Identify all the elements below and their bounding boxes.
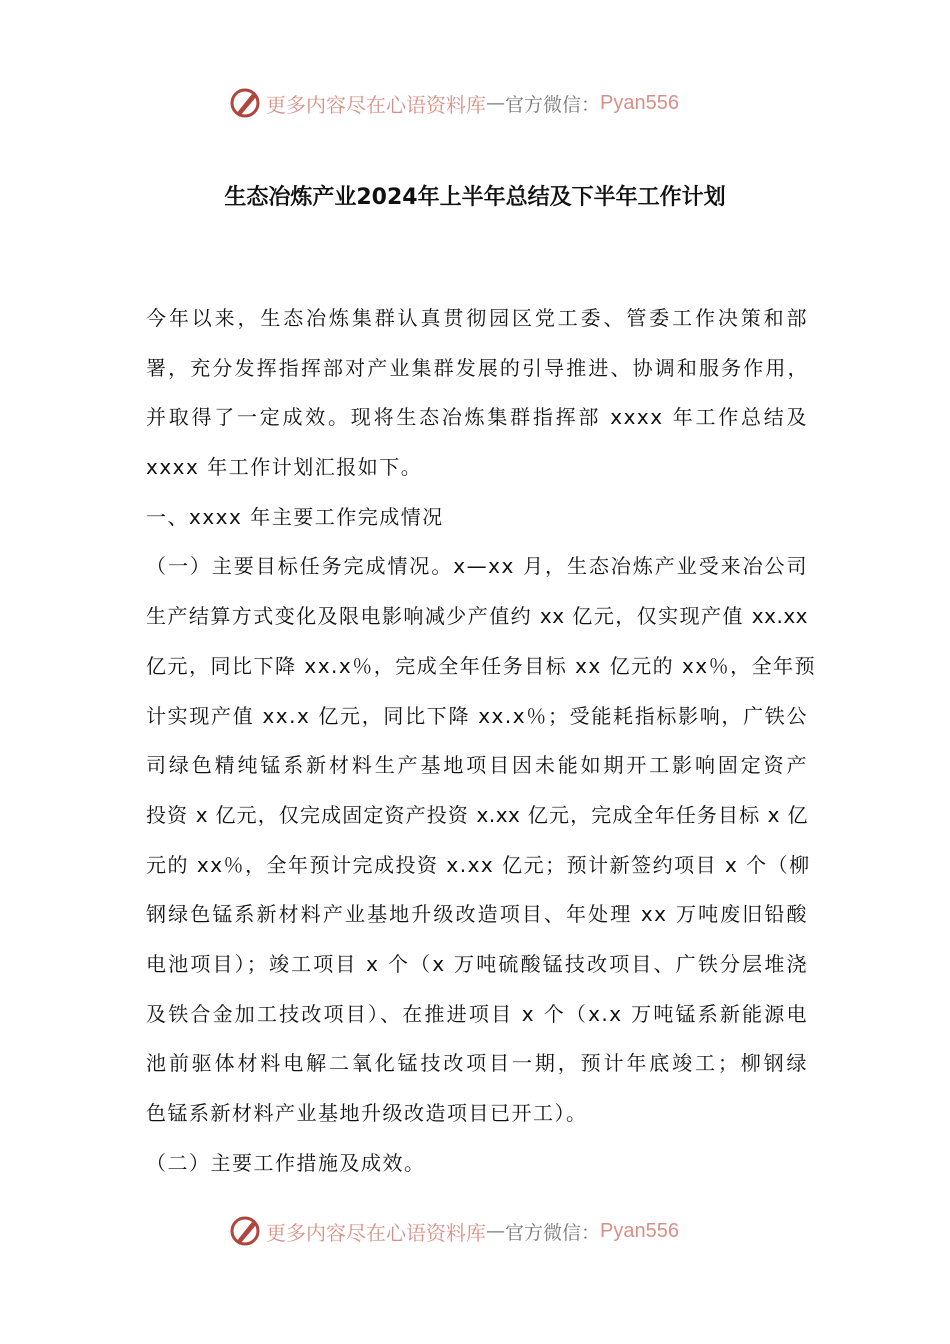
body-line: 电池项目）；竣工项目 x 个（x 万吨硫酸锰技改项目、广铁分层堆浇 — [146, 951, 808, 976]
watermark-footer — [228, 1211, 679, 1251]
body-line: 署，充分发挥指挥部对产业集群发展的引导推进、协调和服务作用， — [146, 355, 808, 380]
watermark-site: 更多内容尽在心语资料库 — [266, 92, 486, 117]
watermark-header — [228, 83, 679, 123]
body-line: 今年以来，生态冶炼集群认真贯彻园区党工委、管委工作决策和部 — [146, 306, 808, 330]
body-line: 计实现产值 xx.x 亿元，同比下降 xx.x％；受能耗指标影响，广铁公 — [146, 703, 808, 728]
body-line: 及铁合金加工技改项目）、在推进项目 x 个（x.x 万吨锰系新能源电 — [146, 1001, 808, 1026]
body-line: 并取得了一定成效。现将生态冶炼集群指挥部 xxxx 年工作总结及 — [146, 405, 808, 430]
watermark-label: 官方微信： — [505, 1221, 601, 1244]
section-heading: 一、xxxx 年主要工作完成情况 — [146, 504, 444, 529]
body-line: 生产结算方式变化及限电影响减少产值约 xx 亿元，仅实现产值 xx.xx — [146, 604, 808, 629]
subsection-heading: （二）主要工作措施及成效。 — [146, 1150, 426, 1175]
watermark-account: Pyan556 — [600, 1219, 679, 1242]
pen-logo-icon — [228, 86, 262, 120]
body-line: 司绿色精纯锰系新材料生产基地项目因未能如期开工影响固定资产 — [146, 753, 808, 778]
body-line: （一）主要目标任务完成情况。x—xx 月，生态冶炼产业受来冶公司 — [146, 554, 808, 579]
watermark-dash: — — [486, 1220, 505, 1242]
body-line: 色锰系新材料产业基地升级改造项目已开工）。 — [146, 1101, 588, 1125]
watermark-dash: — — [486, 92, 505, 114]
body-line: 投资 x 亿元，仅完成固定资产投资 x.xx 亿元，完成全年任务目标 x 亿 — [146, 802, 808, 827]
body-line: 池前驱体材料电解二氧化锰技改项目一期，预计年底竣工；柳钢绿 — [146, 1051, 808, 1076]
pen-logo-icon — [228, 1214, 262, 1248]
body-line: 钢绿色锰系新材料产业基地升级改造项目、年处理 xx 万吨废旧铅酸 — [146, 902, 808, 927]
document-title: 生态冶炼产业2024年上半年总结及下半年工作计划 — [224, 185, 726, 210]
body-line: 亿元，同比下降 xx.x％，完成全年任务目标 xx 亿元的 xx％，全年预 — [146, 653, 817, 678]
body-line: 元的 xx％，全年预计完成投资 x.xx 亿元；预计新签约项目 x 个（柳 — [146, 852, 811, 877]
watermark-site: 更多内容尽在心语资料库 — [266, 1220, 486, 1245]
watermark-label: 官方微信： — [505, 93, 601, 116]
document-body — [146, 300, 817, 1194]
body-line: xxxx 年工作计划汇报如下。 — [146, 455, 423, 480]
watermark-account: Pyan556 — [600, 91, 679, 114]
